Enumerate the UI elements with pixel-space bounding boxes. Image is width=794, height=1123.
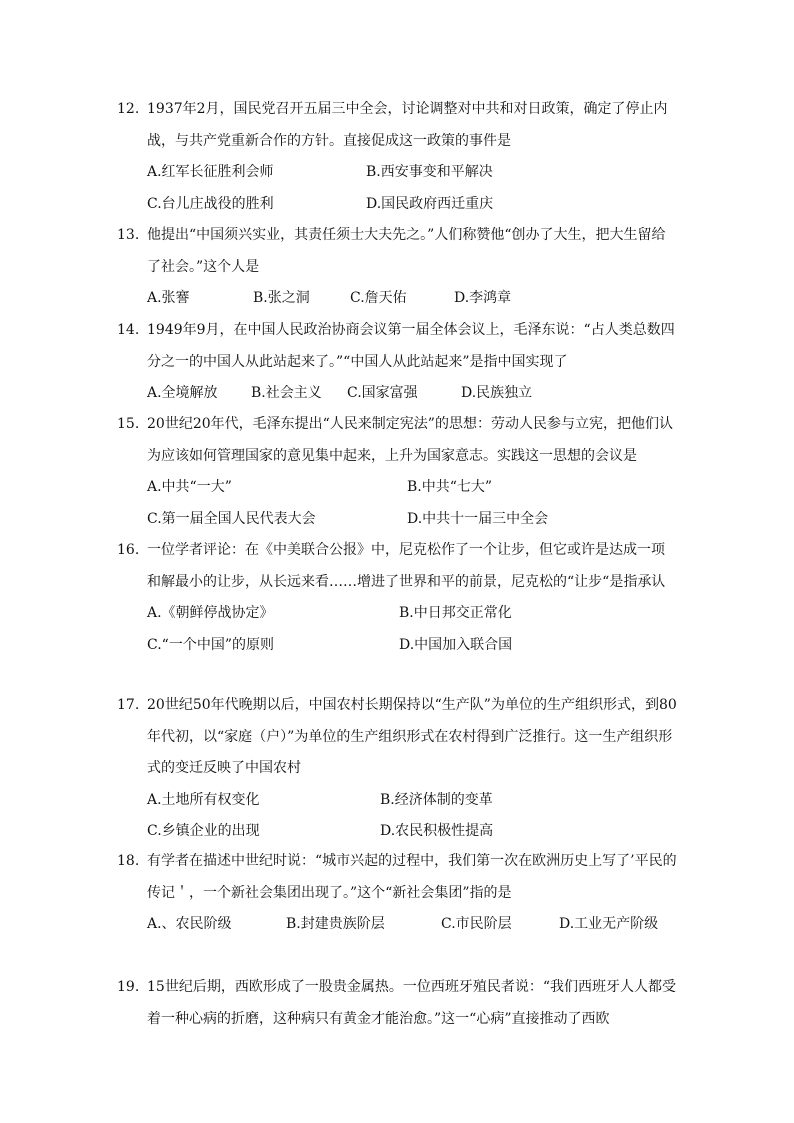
option-b[interactable]: B.社会主义 xyxy=(251,385,322,401)
question-stem: 20世纪20年代，毛泽东提出“人民来制定宪法”的思想：劳动人民参与立宪，把他们认为应该如何管理国家的意见集中起来，上升为国家意志。实践这一思想的会议是 xyxy=(147,416,673,464)
question-number: 19. xyxy=(117,979,140,995)
option-c[interactable]: C.乡镇企业的出现 xyxy=(147,823,260,839)
options xyxy=(147,909,677,941)
question-stem: 15世纪后期，西欧形成了一股贵金属热。一位西班牙殖民者说：“我们西班牙人人都受着一种心病的折磨，这种病只有黄金才能治愈。”这一“心病”直接推动了西欧 xyxy=(147,979,676,1027)
options xyxy=(147,378,677,410)
option-a[interactable]: A.《朝鲜停战协定》 xyxy=(147,605,274,621)
option-c[interactable]: C.市民阶层 xyxy=(441,916,512,932)
question-number: 12. xyxy=(117,101,140,117)
question-stem: 他提出“中国须兴实业，其责任须士大夫先之。”人们称赞他“创办了大生，把大生留给了社会。”这个人是 xyxy=(147,227,666,275)
question-number: 15. xyxy=(117,416,140,432)
question-stem: 1937年2月，国民党召开五届三中全会，讨论调整对中共和对日政策，确定了停止内战，与共产党重新合作的方针。直接促成这一政策的事件是 xyxy=(147,101,668,149)
question-number: 14. xyxy=(117,322,140,338)
options xyxy=(147,157,677,220)
option-b[interactable]: B.封建贵族阶层 xyxy=(286,916,385,932)
option-d[interactable]: D.李鸿章 xyxy=(454,290,512,306)
options xyxy=(147,785,677,848)
question-stem: 有学者在描述中世纪时说：“城市兴起的过程中，我们第一次在欧洲历史上写了’平民的传记＇，一个新社会集团出现了。”这个“新社会集团”指的是 xyxy=(147,853,677,901)
question-19 xyxy=(117,972,677,1035)
question-stem: 一位学者评论：在《中美联合公报》中，尼克松作了一个让步，但它或许是达成一项和解最小的让步，从长远来看……增进了世界和平的前景，尼克松的“让步“是指承认 xyxy=(147,542,666,590)
question-number: 13. xyxy=(117,227,140,243)
question-number: 17. xyxy=(117,697,140,713)
option-d[interactable]: D.农民积极性提高 xyxy=(380,823,494,839)
question-12 xyxy=(117,94,677,220)
option-b[interactable]: B.中日邦交正常化 xyxy=(399,605,512,621)
options xyxy=(147,472,677,535)
option-a[interactable]: A.、农民阶级 xyxy=(147,916,232,932)
option-d[interactable]: D.国民政府西迁重庆 xyxy=(366,195,494,212)
question-18 xyxy=(117,846,677,941)
question-15 xyxy=(117,409,677,535)
option-c[interactable]: C.“一个中国”的原则 xyxy=(147,636,274,653)
question-number: 16. xyxy=(117,542,140,558)
option-a[interactable]: A.张謇 xyxy=(147,290,190,306)
question-16 xyxy=(117,535,677,661)
option-c[interactable]: C.台儿庄战役的胜利 xyxy=(147,195,274,212)
option-a[interactable]: A.全境解放 xyxy=(147,385,218,401)
option-b[interactable]: B.经济体制的变革 xyxy=(380,791,493,808)
options xyxy=(147,598,677,661)
option-a[interactable]: A.土地所有权变化 xyxy=(147,791,260,808)
option-c[interactable]: C.詹天佑 xyxy=(350,290,407,306)
option-c[interactable]: C.国家富强 xyxy=(347,385,418,401)
question-14 xyxy=(117,315,677,410)
option-b[interactable]: B.中共“七大” xyxy=(407,479,493,495)
question-stem: 1949年9月，在中国人民政治协商会议第一届全体会议上，毛泽东说：“占人类总数四分之一的中国人从此站起来了。”“中国人从此站起来”是指中国实现了 xyxy=(147,322,675,370)
option-d[interactable]: D.民族独立 xyxy=(461,385,533,401)
options xyxy=(147,283,677,315)
option-c[interactable]: C.第一届全国人民代表大会 xyxy=(147,510,316,527)
option-d[interactable]: D.工业无产阶级 xyxy=(559,916,659,932)
option-d[interactable]: D.中国加入联合国 xyxy=(399,636,513,653)
option-b[interactable]: B.西安事变和平解决 xyxy=(366,164,493,180)
question-stem: 20世纪50年代晚期以后，中国农村长期保持以“生产队”为单位的生产组织形式，到80年代初，以“家庭（户）”为单位的生产组织形式在农村得到广泛推行。这一生产组织形式的变迁反映了中国农村 xyxy=(147,697,677,776)
question-number: 18. xyxy=(117,853,140,869)
question-13 xyxy=(117,220,677,315)
option-a[interactable]: A.红军长征胜利会师 xyxy=(147,164,274,180)
option-d[interactable]: D.中共十一届三中全会 xyxy=(407,510,549,527)
option-a[interactable]: A.中共“一大” xyxy=(147,479,232,495)
question-17 xyxy=(117,690,677,848)
option-b[interactable]: B.张之洞 xyxy=(253,290,310,306)
